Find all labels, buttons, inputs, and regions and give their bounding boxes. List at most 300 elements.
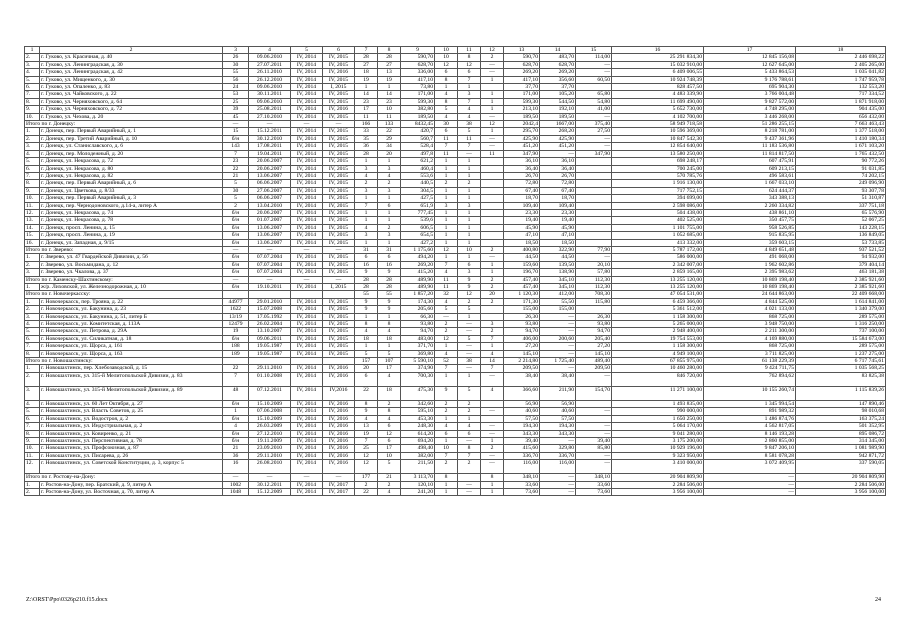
table-row bbox=[25, 306, 886, 313]
table-cell: 412,00 bbox=[540, 291, 576, 298]
table-cell: 26,70 bbox=[540, 172, 576, 179]
table-cell: 74 202,15 bbox=[796, 172, 886, 179]
table-cell: 94 932,00 bbox=[796, 254, 886, 261]
table-cell: 17 bbox=[378, 445, 401, 452]
table-cell: 868 725,00 bbox=[704, 343, 796, 350]
table-cell: 4 bbox=[378, 172, 401, 179]
table-cell: — bbox=[458, 437, 481, 444]
table-cell: IV, 2014 bbox=[291, 113, 323, 120]
table-cell: 343,30 bbox=[504, 430, 540, 437]
table-cell: 4 bbox=[435, 113, 458, 120]
table-cell: 1 bbox=[378, 84, 401, 91]
table-cell: 85,80 bbox=[576, 445, 612, 452]
table-cell: 10 869 198,40 bbox=[704, 276, 796, 283]
table-cell: 942 871,72 bbox=[796, 452, 886, 459]
table-cell: 12 854 640,00 bbox=[612, 143, 704, 150]
table-cell: 28 bbox=[378, 284, 401, 291]
table-cell: 06.06.2007 bbox=[249, 180, 291, 187]
table-cell: 1 bbox=[458, 158, 481, 165]
table-cell: 528,4 bbox=[401, 143, 435, 150]
address-cell: г. Донецк, пер. Первый Аварийный, д. 3 bbox=[40, 195, 223, 202]
table-cell: 21 bbox=[223, 172, 249, 179]
table-cell: 7 bbox=[435, 365, 458, 372]
table-cell: 489,90 bbox=[401, 284, 435, 291]
table-cell: 1 bbox=[378, 209, 401, 216]
table-cell: IV, 2015 bbox=[323, 306, 355, 313]
table-cell bbox=[223, 358, 249, 365]
address-cell: г. Гуково, ул. Мищенкого, д. 30 bbox=[40, 76, 223, 83]
table-cell: 2 211 300,00 bbox=[704, 328, 796, 335]
table-cell: 700 245,00 bbox=[612, 165, 704, 172]
table-cell: 48 bbox=[223, 386, 249, 400]
table-cell: 628,70 bbox=[540, 61, 576, 68]
table-cell: IV, 2014 bbox=[291, 143, 323, 150]
table-cell: 3 948 750,00 bbox=[704, 321, 796, 328]
table-cell: IV, 2016 bbox=[323, 106, 355, 113]
subtotal-row bbox=[25, 276, 886, 283]
table-row bbox=[25, 187, 886, 194]
table-cell: 4 bbox=[355, 172, 378, 179]
table-row bbox=[25, 195, 886, 202]
table-cell: 83 825,38 bbox=[796, 372, 886, 386]
address-cell: г. Новошахтинск, ул. Писарева, д. 26 bbox=[40, 452, 223, 459]
table-cell: 17 bbox=[378, 365, 401, 372]
table-cell: 33,60 bbox=[504, 481, 540, 488]
table-cell: 18 bbox=[378, 386, 401, 400]
table-cell: 12 bbox=[378, 430, 401, 437]
table-cell: 18 bbox=[378, 335, 401, 342]
subtotal-label: Итого по г. Каменску-Шахтинскому: bbox=[25, 276, 223, 283]
table-cell: IV, 2014 bbox=[291, 298, 323, 305]
table-cell: 57,80 bbox=[576, 269, 612, 276]
table-cell: 6 bbox=[378, 202, 401, 209]
table-cell: 4 bbox=[378, 372, 401, 386]
table-cell: — bbox=[576, 254, 612, 261]
table-cell: 9 827 572,00 bbox=[704, 98, 796, 105]
table-cell: 1 035 041,82 bbox=[796, 69, 886, 76]
address-cell: г. Новочеркасск, ул. Силикатная, д. 18 bbox=[40, 335, 223, 342]
table-row bbox=[25, 106, 886, 113]
row-number: 3. bbox=[25, 61, 40, 68]
row-number: 3. bbox=[25, 313, 40, 320]
table-cell: 9 bbox=[378, 269, 401, 276]
table-cell: 61 138 229,39 bbox=[704, 358, 796, 365]
table-cell: 9 bbox=[378, 306, 401, 313]
table-cell: б/н bbox=[223, 335, 249, 342]
table-cell: 24 644 863,00 bbox=[704, 291, 796, 298]
table-cell: 5 bbox=[458, 306, 481, 313]
table-cell: 18,50 bbox=[504, 239, 540, 246]
table-cell: 10 924 748,39 bbox=[612, 76, 704, 83]
table-cell: — bbox=[249, 474, 291, 481]
table-cell: 8432,45 bbox=[401, 121, 435, 128]
table-cell: 116,00 bbox=[504, 460, 540, 474]
table-cell: — bbox=[323, 474, 355, 481]
table-cell: — bbox=[458, 150, 481, 157]
table-cell: 93,80 bbox=[504, 321, 540, 328]
table-cell bbox=[576, 187, 612, 194]
table-cell: 13.06.2007 bbox=[249, 232, 291, 239]
table-cell: 427,5 bbox=[401, 195, 435, 202]
table-cell: 11 bbox=[355, 113, 378, 120]
address-cell: г. Донецк, ул. Некрасова, д. 80 bbox=[40, 165, 223, 172]
table-cell: 915 835,95 bbox=[704, 232, 796, 239]
table-cell: 4 bbox=[435, 269, 458, 276]
table-cell: 628,70 bbox=[504, 61, 540, 68]
table-cell: — bbox=[291, 121, 323, 128]
table-cell: 599,30 bbox=[504, 98, 540, 105]
table-cell: — bbox=[576, 423, 612, 430]
table-cell: 26,30 bbox=[504, 313, 540, 320]
table-cell: 20 bbox=[378, 150, 401, 157]
table-cell: б/н bbox=[223, 232, 249, 239]
row-number: 5. bbox=[25, 158, 40, 165]
table-cell: 1 bbox=[481, 269, 504, 276]
table-cell: 348,10 bbox=[576, 474, 612, 481]
table-cell: — bbox=[458, 350, 481, 357]
table-cell: 40,60 bbox=[504, 408, 540, 415]
table-row bbox=[25, 430, 886, 437]
table-cell: 496 583,61 bbox=[704, 172, 796, 179]
table-cell: 22 bbox=[223, 165, 249, 172]
table-cell: — bbox=[481, 135, 504, 142]
table-cell: 1 bbox=[458, 172, 481, 179]
table-cell: 194,30 bbox=[504, 423, 540, 430]
table-cell: б/н bbox=[223, 217, 249, 224]
table-cell: 1 bbox=[458, 165, 481, 172]
table-cell: 1 345 994,54 bbox=[704, 400, 796, 407]
table-cell: 66,30 bbox=[401, 313, 435, 320]
table-cell: 2 bbox=[481, 284, 504, 291]
table-cell: 1 747 959,78 bbox=[796, 76, 886, 83]
table-cell: — bbox=[540, 474, 576, 481]
table-cell: 213,10 bbox=[504, 106, 540, 113]
table-cell bbox=[481, 400, 504, 407]
table-cell: 1 bbox=[458, 254, 481, 261]
table-cell: 40,60 bbox=[540, 408, 576, 415]
table-cell: 44,50 bbox=[540, 254, 576, 261]
table-cell: 55 bbox=[378, 291, 401, 298]
table-cell: 8 bbox=[378, 321, 401, 328]
table-cell: — bbox=[481, 408, 504, 415]
table-cell: 19,40 bbox=[504, 217, 540, 224]
table-cell: — bbox=[291, 276, 323, 283]
table-cell: 336,70 bbox=[504, 452, 540, 459]
table-cell: 544,50 bbox=[540, 98, 576, 105]
table-cell: 460,4 bbox=[401, 165, 435, 172]
row-number: 8. bbox=[25, 350, 40, 357]
table-cell: 93 307,78 bbox=[796, 187, 886, 194]
table-cell: 188 bbox=[223, 343, 249, 350]
column-number-cell: 15 bbox=[576, 47, 612, 54]
table-cell: 94,70 bbox=[576, 328, 612, 335]
table-row bbox=[25, 143, 886, 150]
file-path: Z:\ORST\Ppo\0326p210.f15.docx bbox=[26, 597, 108, 603]
table-cell: 133 bbox=[378, 121, 401, 128]
table-cell: 13.10.2007 bbox=[249, 328, 291, 335]
row-number: 10. bbox=[25, 113, 40, 120]
table-cell: 15 032 910,00 bbox=[612, 61, 704, 68]
table-cell: 654,5 bbox=[401, 232, 435, 239]
table-cell: 23,30 bbox=[540, 209, 576, 216]
table-cell: 44,50 bbox=[504, 254, 540, 261]
table-cell: 6 bbox=[378, 254, 401, 261]
table-cell: 32 bbox=[435, 291, 458, 298]
table-cell: 314 345,00 bbox=[796, 437, 886, 444]
table-cell: 44977 bbox=[223, 298, 249, 305]
table-cell: 11 bbox=[481, 150, 504, 157]
table-cell: 8 bbox=[458, 445, 481, 452]
table-cell: — bbox=[481, 430, 504, 437]
table-cell: IV, 2014 bbox=[291, 232, 323, 239]
table-cell: 2 859 165,00 bbox=[612, 269, 704, 276]
address-cell: г. Новочеркасск, ул. Бакунина, д. 23 bbox=[40, 306, 223, 313]
table-cell: — bbox=[291, 474, 323, 481]
table-cell: 09.06.2010 bbox=[249, 84, 291, 91]
row-number: 8. bbox=[25, 180, 40, 187]
table-cell: 12 bbox=[435, 335, 458, 342]
table-cell: 2 260 334,82 bbox=[704, 202, 796, 209]
table-cell: 440,5 bbox=[401, 180, 435, 187]
table-cell bbox=[481, 415, 504, 422]
table-cell: 990 000,00 bbox=[612, 408, 704, 415]
table-cell: 34 bbox=[378, 143, 401, 150]
table-cell: — bbox=[540, 481, 576, 488]
table-cell: 4 169 880,00 bbox=[704, 335, 796, 342]
address-cell: г. Гуково, ул. Черняховского, д. 72 bbox=[40, 106, 223, 113]
table-cell: 491 068,00 bbox=[704, 254, 796, 261]
table-cell: 1 962 602,86 bbox=[704, 261, 796, 268]
table-row bbox=[25, 135, 886, 142]
table-cell: — bbox=[481, 143, 504, 150]
table-cell: 1 916 130,00 bbox=[612, 180, 704, 187]
table-cell: 586 000,00 bbox=[612, 254, 704, 261]
table-cell bbox=[576, 180, 612, 187]
table-cell: IV, 2016 bbox=[323, 69, 355, 76]
table-cell: 13 580 250,00 bbox=[612, 150, 704, 157]
table-cell: 36 bbox=[355, 143, 378, 150]
table-cell: 07.07.2004 bbox=[249, 261, 291, 268]
table-cell: 13.06.2007 bbox=[249, 224, 291, 231]
table-cell: 13/19 bbox=[223, 313, 249, 320]
table-row bbox=[25, 269, 886, 276]
table-row bbox=[25, 481, 886, 488]
table-cell: 211,90 bbox=[540, 386, 576, 400]
table-cell: — bbox=[481, 423, 504, 430]
table-cell: 453,30 bbox=[401, 415, 435, 422]
table-cell: 11 bbox=[458, 135, 481, 142]
table-cell: 6 bbox=[378, 437, 401, 444]
table-cell: 26 bbox=[223, 54, 249, 61]
address-cell: г. Гуково, ул. Ленинградская, д. 42 bbox=[40, 69, 223, 76]
table-cell: 9 bbox=[355, 298, 378, 305]
table-cell: 2 bbox=[458, 408, 481, 415]
table-row bbox=[25, 232, 886, 239]
table-cell: 8 bbox=[435, 98, 458, 105]
table-cell: 174,30 bbox=[401, 298, 435, 305]
table-cell bbox=[576, 209, 612, 216]
table-cell: 4 949 100,00 bbox=[612, 350, 704, 357]
table-cell: 1 bbox=[378, 343, 401, 350]
table-cell: 4 562 817,05 bbox=[704, 423, 796, 430]
table-cell: IV, 2015 bbox=[323, 202, 355, 209]
table-cell: 26,30 bbox=[576, 313, 612, 320]
table-cell: 382,80 bbox=[401, 106, 435, 113]
table-cell: 19 bbox=[355, 430, 378, 437]
table-cell: — bbox=[249, 246, 291, 253]
row-number: 6. bbox=[25, 415, 40, 422]
table-cell: 177 bbox=[355, 474, 378, 481]
table-cell: 20 904 809,90 bbox=[612, 474, 704, 481]
table-cell: 624 444,37 bbox=[704, 187, 796, 194]
table-cell: 1 486 874,76 bbox=[704, 415, 796, 422]
table-cell: 16 bbox=[355, 261, 378, 268]
table-cell: 4 849 651,48 bbox=[704, 246, 796, 253]
column-number-row bbox=[25, 47, 886, 54]
table-cell: IV, 2015 bbox=[323, 350, 355, 357]
table-cell: 590,70 bbox=[504, 54, 540, 61]
table-cell: 159,60 bbox=[504, 261, 540, 268]
table-cell: 8 bbox=[378, 408, 401, 415]
table-cell: 1 bbox=[481, 488, 504, 495]
table-cell: 196,70 bbox=[504, 269, 540, 276]
table-cell: 209,50 bbox=[576, 365, 612, 372]
table-cell: 3 bbox=[435, 202, 458, 209]
table-cell: 14 bbox=[481, 358, 504, 365]
table-cell: 1 081 989,90 bbox=[796, 445, 886, 452]
table-cell: — bbox=[540, 437, 576, 444]
table-cell: 3 175 200,00 bbox=[612, 437, 704, 444]
table-cell: 3 bbox=[458, 202, 481, 209]
address-cell: г. Донецк, пер. Первый Аварийный, д. 1 bbox=[40, 128, 223, 135]
table-row bbox=[25, 69, 886, 76]
table-cell: 51 310,87 bbox=[796, 195, 886, 202]
table-cell: IV, 2014 bbox=[291, 135, 323, 142]
row-number: 6. bbox=[25, 165, 40, 172]
table-cell: 717 752,15 bbox=[612, 187, 704, 194]
table-cell: 2 bbox=[223, 202, 249, 209]
column-number-cell: 5 bbox=[291, 47, 323, 54]
table-cell: 400,80 bbox=[504, 246, 540, 253]
table-cell: IV, 2015 bbox=[323, 61, 355, 68]
table-cell: 1 bbox=[435, 172, 458, 179]
table-cell: 1002 bbox=[223, 481, 249, 488]
table-cell: 29.11.2010 bbox=[249, 365, 291, 372]
table-cell: IV, 2014 bbox=[291, 400, 323, 407]
table-cell bbox=[576, 158, 612, 165]
row-number: 3. bbox=[25, 269, 40, 276]
table-cell: 06.06.2007 bbox=[249, 195, 291, 202]
table-cell: 154,70 bbox=[576, 386, 612, 400]
table-cell: 30.12.2010 bbox=[249, 135, 291, 142]
table-cell: IV, 2014 bbox=[291, 460, 323, 474]
table-cell: 2 342 007,00 bbox=[612, 261, 704, 268]
table-cell: 30.11.2011 bbox=[249, 91, 291, 98]
table-cell: 5 265 000,00 bbox=[612, 321, 704, 328]
table-cell: 143 228,15 bbox=[796, 224, 886, 231]
row-number: 4. bbox=[25, 321, 40, 328]
table-cell: 12 845 156,08 bbox=[704, 54, 796, 61]
table-cell bbox=[481, 158, 504, 165]
table-cell: 20,10 bbox=[576, 261, 612, 268]
table-cell: IV, 2014 bbox=[291, 202, 323, 209]
column-number-cell: 4 bbox=[249, 47, 291, 54]
table-cell bbox=[576, 415, 612, 422]
table-cell: IV, 2015 bbox=[323, 321, 355, 328]
table-cell: 497,8 bbox=[401, 150, 435, 157]
table-cell: 1 bbox=[355, 343, 378, 350]
table-cell: 2 bbox=[481, 246, 504, 253]
table-cell: 28 bbox=[355, 150, 378, 157]
table-cell: — bbox=[540, 350, 576, 357]
table-cell: IV, 2014 bbox=[291, 423, 323, 430]
table-cell: IV, 2014 bbox=[291, 150, 323, 157]
table-cell: 9 bbox=[355, 408, 378, 415]
address-cell: г. Новошахтинск, ул. 60 Лет Октября, д. 27 bbox=[40, 400, 223, 407]
address-cell: г. Донецк, ул. Некрасова, д. 78 bbox=[40, 217, 223, 224]
table-cell: 5 bbox=[378, 350, 401, 357]
table-cell: 2 bbox=[378, 481, 401, 488]
table-cell: 1 bbox=[458, 187, 481, 194]
table-cell: — bbox=[481, 372, 504, 386]
table-cell: 22 bbox=[355, 386, 378, 400]
table-cell: 5 bbox=[355, 350, 378, 357]
table-cell: 425,90 bbox=[540, 135, 576, 142]
table-cell: 698 248,17 bbox=[612, 158, 704, 165]
table-cell bbox=[323, 358, 355, 365]
table-cell: 30.12.2011 bbox=[249, 481, 291, 488]
table-cell: 762 894,62 bbox=[704, 372, 796, 386]
table-cell: 147 890,46 bbox=[796, 400, 886, 407]
table-cell: 402 525,00 bbox=[612, 217, 704, 224]
table-row bbox=[25, 98, 886, 105]
table-cell: 28 bbox=[355, 284, 378, 291]
table-cell: 5 bbox=[435, 306, 458, 313]
table-cell: 539,6 bbox=[401, 217, 435, 224]
subtotal-row bbox=[25, 358, 886, 365]
table-row bbox=[25, 408, 886, 415]
table-cell: 4 483 339,90 bbox=[612, 91, 704, 98]
table-cell: 27,20 bbox=[504, 343, 540, 350]
table-cell: 26,70 bbox=[504, 172, 540, 179]
table-cell: 415,20 bbox=[401, 269, 435, 276]
table-row bbox=[25, 224, 886, 231]
table-cell: IV, 2014 bbox=[291, 54, 323, 61]
address-cell: г. Новочеркасск, ул. Бакунина, д. 51, литер Б bbox=[40, 313, 223, 320]
table-cell: IV, 2015 bbox=[323, 113, 355, 120]
table-cell: — bbox=[223, 121, 249, 128]
housing-registry-table bbox=[24, 46, 886, 496]
table-cell: 6 bbox=[355, 372, 378, 386]
table-cell: 4 bbox=[378, 415, 401, 422]
table-row bbox=[25, 284, 886, 291]
table-cell: 26.12.2010 bbox=[249, 76, 291, 83]
column-number-cell: 2 bbox=[40, 47, 223, 54]
table-cell: 7 bbox=[435, 143, 458, 150]
table-cell: 15.10.2009 bbox=[249, 400, 291, 407]
table-cell: 07.07.2004 bbox=[249, 254, 291, 261]
row-number: 1. bbox=[25, 284, 40, 291]
table-cell: 19 bbox=[223, 328, 249, 335]
table-cell: 12 bbox=[355, 460, 378, 474]
table-cell: 3 113,70 bbox=[401, 474, 435, 481]
table-cell: б/н bbox=[223, 135, 249, 142]
table-cell: 22 409 668,00 bbox=[796, 291, 886, 298]
table-cell: 6 bbox=[458, 69, 481, 76]
table-cell: 9 bbox=[458, 284, 481, 291]
column-number-cell: 9 bbox=[401, 47, 435, 54]
table-cell: 35 bbox=[355, 135, 378, 142]
